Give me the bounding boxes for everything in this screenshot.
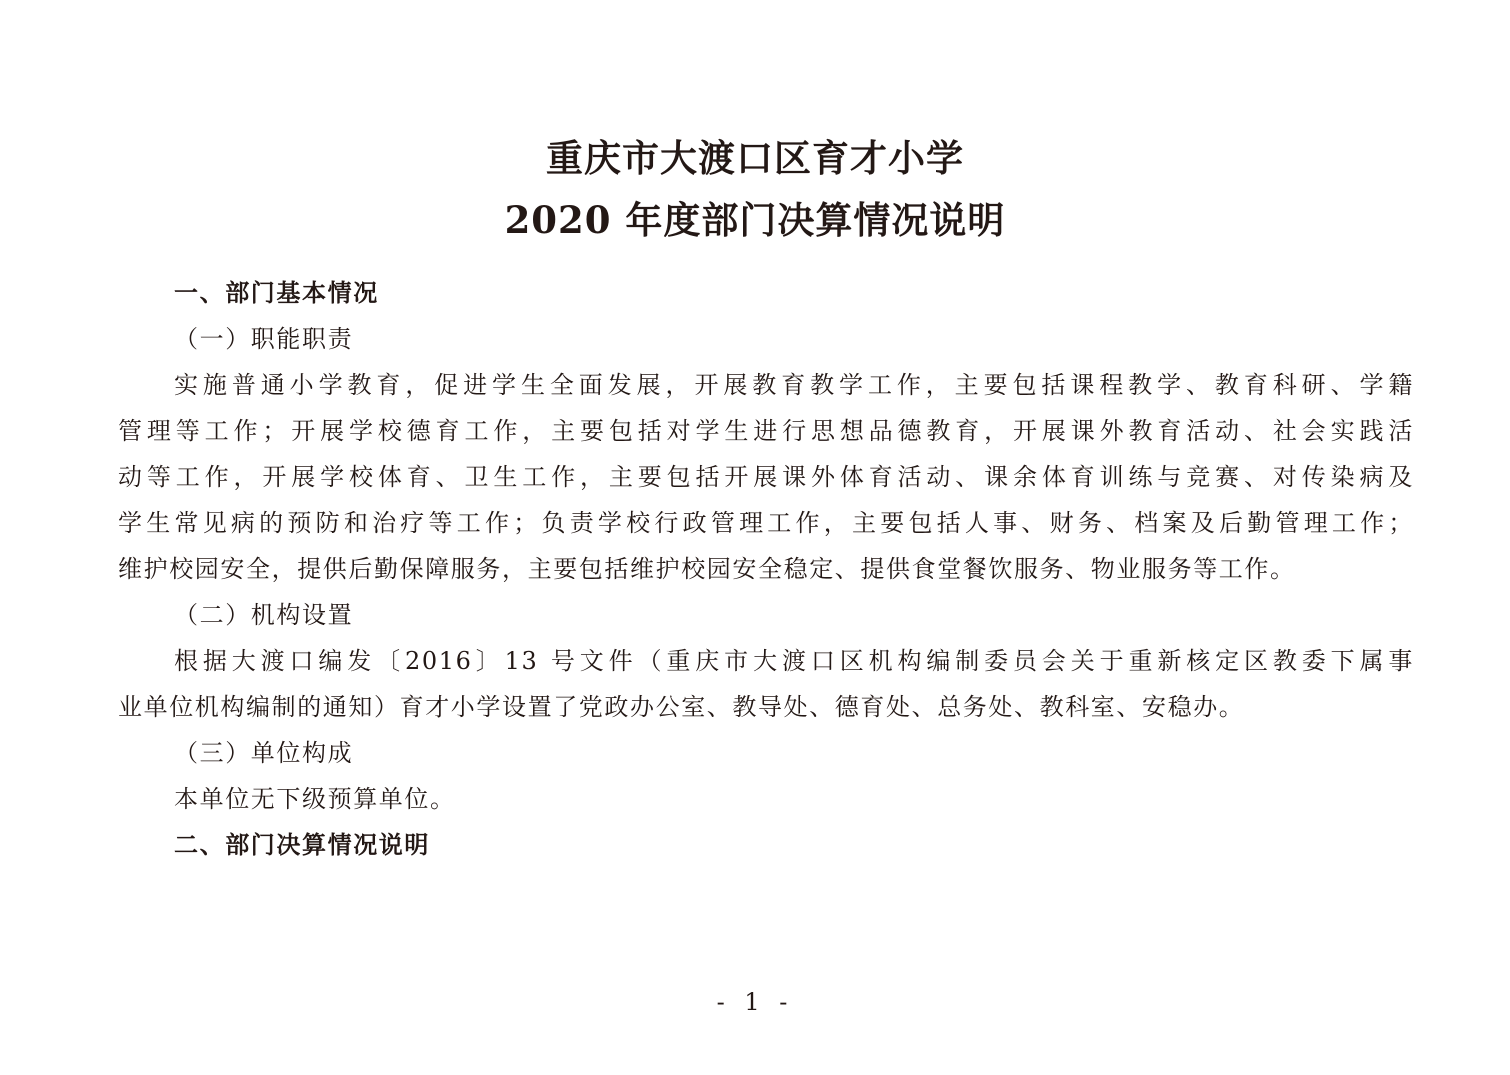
paragraph-line: 管理等工作；开展学校德育工作，主要包括对学生进行思想品德教育，开展课外教育活动、社会实践活 [118,417,1414,445]
paragraph-line: 业单位机构编制的通知）育才小学设置了党政办公室、教导处、德育处、总务处、教科室、安稳办。 [118,693,1245,721]
document-title-line2: 2020 年度部门决算情况说明 [504,198,1006,242]
paragraph-line: 维护校园安全，提供后勤保障服务，主要包括维护校园安全稳定、提供食堂餐饮服务、物业服务等工作。 [118,555,1296,583]
document-title-line1: 重庆市大渡口区育才小学 [546,136,964,180]
section-heading-basic-info: 一、部门基本情况 [174,279,379,307]
subsection-heading-composition: （三）单位构成 [174,739,354,767]
paragraph-line: 实施普通小学教育，促进学生全面发展，开展教育教学工作，主要包括课程教学、教育科研、学籍 [174,371,1414,399]
paragraph-line: 动等工作，开展学校体育、卫生工作，主要包括开展课外体育活动、课余体育训练与竞赛、对传染病及 [118,463,1414,491]
subsection-heading-duties: （一）职能职责 [174,325,354,353]
page-number: - 1 - [716,988,794,1016]
document-body [118,270,1414,868]
paragraph-line: 学生常见病的预防和治疗等工作；负责学校行政管理工作，主要包括人事、财务、档案及后勤管理工作； [118,509,1414,537]
section-heading-final-accounts: 二、部门决算情况说明 [174,831,430,859]
paragraph-line: 根据大渡口编发〔2016〕13 号文件（重庆市大渡口区机构编制委员会关于重新核定区教委下属事 [174,647,1414,675]
paragraph-line: 本单位无下级预算单位。 [174,785,456,813]
subsection-heading-organization: （二）机构设置 [174,601,354,629]
